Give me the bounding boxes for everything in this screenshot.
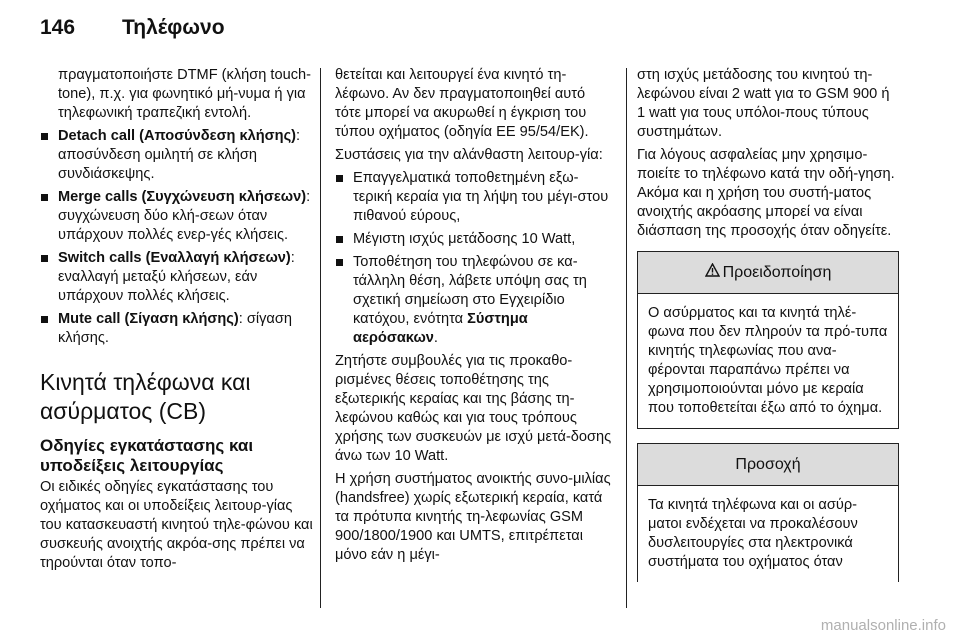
column-left xyxy=(40,66,316,577)
bullet-text: : εναλλαγή μεταξύ κλήσεων, εάν υπάρχουν πολλές κλήσεις. xyxy=(58,250,295,304)
paragraph-safety: Για λόγους ασφαλείας μην χρησιμο-ποιείτε το τηλέφωνο κατά την οδή-γηση. Ακόμα και η χρήση του συστή-ματος ανοιχτής ακρόασης μπορεί να είναι διάσπαση της προσοχής όταν οδηγείτε. xyxy=(637,147,895,239)
bullet-text: : αποσύνδεση ομιλητή σε κλήση συνδιάσκεψης. xyxy=(58,128,301,182)
bullet-text: Τοποθέτηση του τηλεφώνου σε κα-τάλληλη θέση, λάβετε υπόψη σας τη σχετική σημείωση στο Εγχειρίδιο κατόχου, ενότητα xyxy=(353,254,587,327)
warning-triangle-icon xyxy=(705,263,720,282)
column-right xyxy=(637,66,899,582)
cross-reference-link[interactable]: Σύστημα αερόσακων xyxy=(353,311,528,346)
page-number: 146 xyxy=(40,16,76,39)
warning-box xyxy=(637,251,899,429)
paragraph-recommendations: Συστάσεις για την αλάνθαστη λειτουρ-γία: xyxy=(335,147,603,163)
section-title: Κινητά τηλέφωνα και ασύρματος (CB) xyxy=(40,369,251,424)
page-header xyxy=(40,16,225,46)
paragraph-handsfree: Η χρήση συστήματος ανοικτής συνο-μιλίας (handsfree) χωρίς εξωτερική κεραία, κατά τα πρότυπα κινητής τη-λεφωνίας GSM 900/1800/1900 και UMTS, επιτρέπεται μόνο εάν η μέγι- xyxy=(335,471,611,563)
warning-header xyxy=(638,252,898,294)
warning-text: Ο ασύρματος και τα κινητά τηλέ-φωνα που δεν πληρούν τα πρό-τυπα κινητής τηλεφωνίας που ανα-φέρονται παραπάνω πρέπει να χρησιμοποιούνται μόνο με κεραία που τοποθετείται έξω από το όχημα. xyxy=(648,305,888,416)
column-divider-2 xyxy=(626,68,627,608)
column-middle xyxy=(335,66,615,569)
paragraph-power-limits: στη ισχύς μετάδοσης του κινητού τη-λεφώνου είναι 2 watt για το GSM 900 ή 1 watt για τους υπόλοι-πους τύπους συστημάτων. xyxy=(637,67,890,140)
caution-box xyxy=(637,443,899,582)
column-divider-1 xyxy=(320,68,321,608)
subsection-title: Οδηγίες εγκατάστασης και υποδείξεις λειτουργίας xyxy=(40,436,254,475)
bullet-text: : συγχώνευση δύο κλή-σεων όταν υπάρχουν πολλές ενερ-γές κλήσεις. xyxy=(58,189,311,243)
bullet-external-antenna xyxy=(335,169,615,226)
installation-paragraph: Οι ειδικές οδηγίες εγκατάστασης του οχήματος και οι υποδείξεις λειτουρ-γίας του κατασκευαστή κινητού τηλε-φώνου και συσκευής ανοιχτής ακρόα-σης πρέπει να τηρούνται όταν τοπο- xyxy=(40,479,313,571)
page-title: Τηλέφωνο xyxy=(122,16,225,39)
bullet-merge-calls xyxy=(40,188,316,245)
bullet-text: Μέγιστη ισχύς μετάδοσης 10 Watt, xyxy=(353,231,576,247)
bullet-term: Detach call (Αποσύνδεση κλήσης) xyxy=(58,128,297,144)
watermark: manualsonline.info xyxy=(820,617,946,634)
bullet-term: Switch calls (Εναλλαγή κλήσεων) xyxy=(58,250,291,266)
bullet-text: Επαγγελματικά τοποθετημένη εξω-τερική κεραία για τη λήψη του μέγι-στου πιθανού εύρους, xyxy=(353,170,609,224)
paragraph-approval: θετείται και λειτουργεί ένα κινητό τη-λέφωνο. Αν δεν πραγματοποιηθεί αυτό τότε μπορεί να ακυρωθεί η έγκριση του τύπου οχήματος (οδηγία ΕΕ 95/54/ΕΚ). xyxy=(335,67,589,140)
bullet-detach-call xyxy=(40,127,316,184)
bullet-switch-calls xyxy=(40,249,316,306)
bullet-term: Merge calls (Συγχώνευση κλήσεων) xyxy=(58,189,307,205)
bullet-term: Mute call (Σίγαση κλήσης) xyxy=(58,311,239,327)
bullet-max-power xyxy=(335,230,615,249)
caution-title: Προσοχή xyxy=(735,456,801,473)
bullet-end: . xyxy=(433,330,438,346)
bullet-phone-placement xyxy=(335,253,615,348)
caution-text: Τα κινητά τηλέφωνα και οι ασύρ-ματοι ενδέχεται να προκαλέσουν δυσλειτουργίες στα ηλεκτρονικά συστήματα του οχήματος όταν xyxy=(648,497,858,570)
intro-paragraph: πραγματοποιήστε DTMF (κλήση touch-tone), π.χ. για φωνητικό μή-νυμα ή για τηλεφωνική τραπεζική εντολή. xyxy=(58,67,311,121)
warning-title: Προειδοποίηση xyxy=(722,264,832,281)
bullet-mute-call xyxy=(40,310,316,348)
caution-header xyxy=(638,444,898,486)
bullet-text: : σίγαση κλήσης. xyxy=(58,311,292,346)
paragraph-advice: Ζητήστε συμβουλές για τις προκαθο-ρισμένες θέσεις τοποθέτησης της εξωτερικής κεραίας και της βάσης τη-λεφώνου καθώς και για τους τρόπους χρήσης των συσκευών με ισχύ μετά-δοσης άνω των 10 Watt. xyxy=(335,353,612,464)
